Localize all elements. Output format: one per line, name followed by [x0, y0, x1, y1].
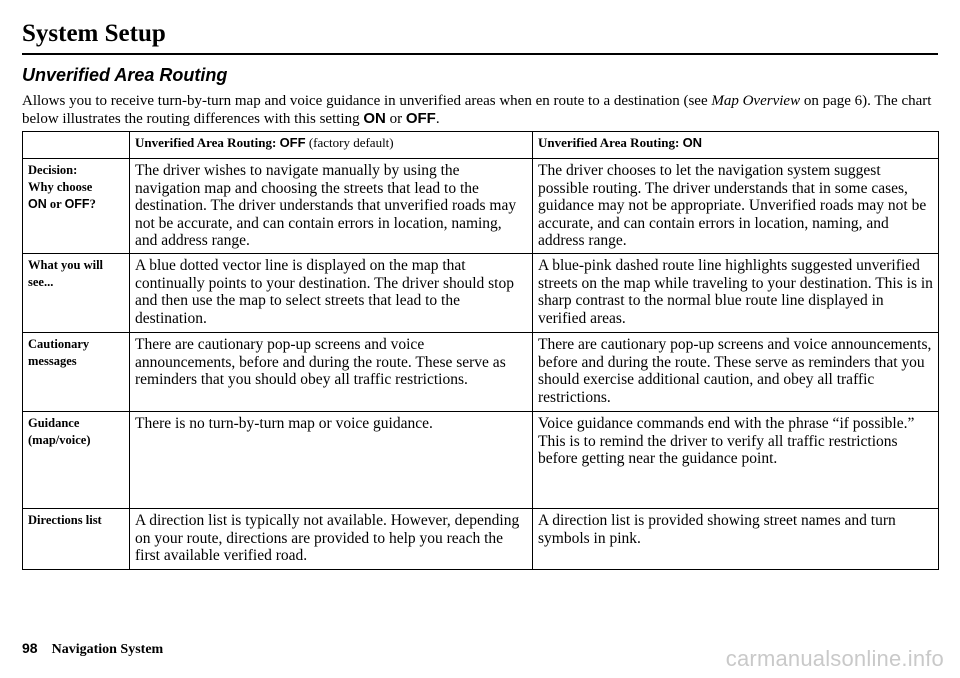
- table-row: [23, 412, 939, 509]
- row-label-line: Directions list: [28, 513, 102, 527]
- column-header-off: [130, 132, 533, 159]
- row-label-line: Guidance: [28, 416, 80, 430]
- page-footer: [22, 640, 163, 658]
- row-label-what-you-see: [23, 254, 130, 333]
- row-label-or: or: [46, 197, 65, 211]
- intro-text-1: Allows you to receive turn-by-turn map and voice guidance in unverified areas when en route to a destination (see: [22, 93, 712, 109]
- row-label-decision: [23, 159, 130, 254]
- cell-see-off: A blue dotted vector line is displayed on the map that continually points to your destination. The driver should stop and then use the map to select streets that lead to the destination.: [130, 254, 533, 333]
- column-header-off-note: (factory default): [305, 135, 394, 150]
- cell-guidance-off: There is no turn-by-turn map or voice guidance.: [130, 412, 533, 509]
- empty-corner-cell: [23, 132, 130, 159]
- column-header-off-value: OFF: [279, 135, 306, 150]
- cell-directions-on: A direction list is provided showing street names and turn symbols in pink.: [533, 509, 939, 570]
- cell-decision-off: The driver wishes to navigate manually by using the navigation map and choosing the streets that lead to the destination. The driver understands that unverified roads may not be accurate, and can contain errors in location, naming, and address range.: [130, 159, 533, 254]
- row-label-question: ?: [89, 197, 96, 211]
- row-label-cautionary: [23, 333, 130, 412]
- row-label-line: Decision:: [28, 163, 78, 177]
- row-label-directions: [23, 509, 130, 570]
- table-row: [23, 254, 939, 333]
- table-header-row: [23, 132, 939, 159]
- intro-or: or: [385, 111, 406, 127]
- on-keyword: ON: [363, 110, 386, 127]
- column-header-off-label: Unverified Area Routing:: [135, 135, 280, 150]
- on-keyword: ON: [28, 197, 47, 211]
- table-row: [23, 509, 939, 570]
- cell-see-on: A blue-pink dashed route line highlights suggested unverified streets on the map while traveling to your destination. This is in sharp contrast to the normal blue route line displayed in verified areas.: [533, 254, 939, 333]
- column-header-on-label: Unverified Area Routing:: [538, 135, 683, 150]
- watermark: carmanualsonline.info: [725, 646, 944, 671]
- row-label-line: Cautionary: [28, 337, 90, 351]
- column-header-on-value: ON: [682, 135, 703, 150]
- header-divider: [22, 53, 938, 55]
- column-header-on: [533, 132, 939, 159]
- cell-cautionary-on: There are cautionary pop-up screens and voice announcements, before and during the route. These serve as reminders that you should exercise additional caution, and obey all traffic restrictions.: [533, 333, 939, 412]
- routing-comparison-table: [22, 131, 939, 570]
- footer-text: Navigation System: [51, 642, 164, 657]
- row-label-line: What you will: [28, 258, 104, 272]
- cell-decision-on: The driver chooses to let the navigation system suggest possible routing. The driver understands that in some cases, guidance may not be appropriate. Unverified roads may not be accurate, and can contain errors in location, naming, and address range.: [533, 159, 939, 254]
- row-label-line: Why choose: [28, 180, 93, 194]
- intro-paragraph: [22, 92, 938, 128]
- row-label-line: (map/voice): [28, 433, 91, 447]
- intro-end: .: [435, 111, 440, 127]
- cell-directions-off: A direction list is typically not available. However, depending on your route, directions are provided to help you reach the first available verified road.: [130, 509, 533, 570]
- intro-text-2: on page 6). The chart below illustrates the routing differences with this setting: [22, 93, 932, 127]
- cell-cautionary-off: There are cautionary pop-up screens and voice announcements, before and during the route. These serve as reminders that you should obey all traffic restrictions.: [130, 333, 533, 412]
- row-label-line: see...: [28, 275, 54, 289]
- page-number: 98: [22, 640, 38, 656]
- off-keyword: OFF: [64, 197, 90, 211]
- row-label-line: messages: [28, 354, 77, 368]
- table-row: [23, 159, 939, 254]
- off-keyword: OFF: [405, 110, 436, 127]
- page-title: System Setup: [22, 20, 166, 47]
- cell-guidance-on: Voice guidance commands end with the phrase “if possible.” This is to remind the driver to verify all traffic restrictions before getting near the guidance point.: [533, 412, 939, 509]
- table-row: [23, 333, 939, 412]
- section-title: Unverified Area Routing: [22, 65, 228, 85]
- map-overview-reference: Map Overview: [711, 93, 801, 109]
- row-label-guidance: [23, 412, 130, 509]
